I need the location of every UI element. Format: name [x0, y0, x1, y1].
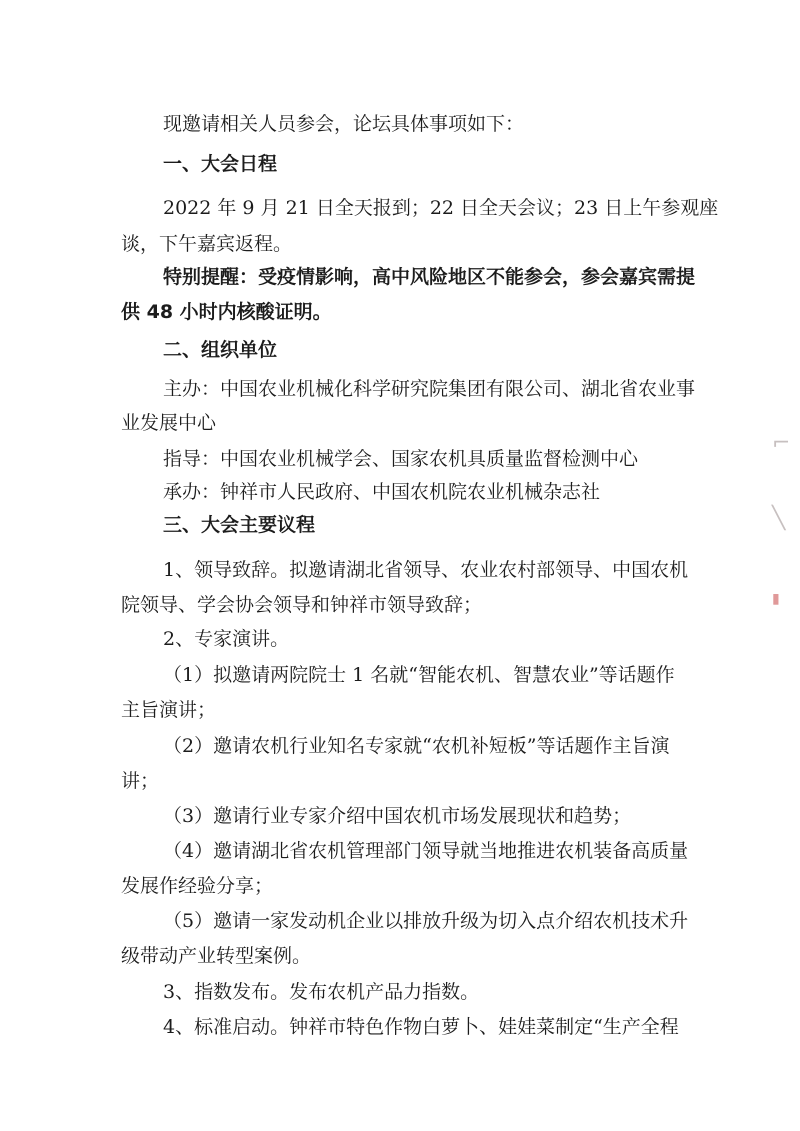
edge-scan-mark: ╲	[772, 506, 786, 531]
notice-line-1: 特别提醒：受疫情影响，高中风险地区不能参会，参会嘉宾需提	[163, 266, 696, 288]
host-line-1: 主办：中国农业机械化科学研究院集团有限公司、湖北省农业事	[163, 378, 696, 400]
schedule-line-2: 谈，下午嘉宾返程。	[121, 233, 293, 255]
guide-line: 指导：中国农业机械学会、国家农机具质量监督检测中心	[163, 448, 639, 470]
notice-line-2: 供 48 小时内核酸证明。	[121, 301, 332, 323]
section3-heading: 三、大会主要议程	[163, 514, 316, 536]
agenda-item1-line-1: 1、领导致辞。拟邀请湖北省领导、农业农村部领导、中国农机	[163, 559, 689, 581]
agenda-sub4-line-1: （4）邀请湖北省农机管理部门领导就当地推进农机装备高质量	[163, 840, 689, 862]
section2-heading: 二、组织单位	[163, 339, 278, 361]
agenda-sub1-line-1: （1）拟邀请两院院士 1 名就“智能农机、智慧农业”等话题作	[163, 664, 675, 686]
host-line-2: 业发展中心	[121, 412, 217, 434]
edge-scan-mark: ⌐	[772, 431, 791, 456]
agenda-item1-line-2: 院领导、学会协会领导和钟祥市领导致辞；	[121, 594, 483, 616]
agenda-sub1-line-2: 主旨演讲；	[121, 699, 217, 721]
agenda-sub4-line-2: 发展作经验分享；	[121, 875, 274, 897]
agenda-item2: 2、专家演讲。	[163, 628, 290, 650]
section1-heading: 一、大会日程	[163, 153, 278, 175]
agenda-item3: 3、指数发布。发布农机产品力指数。	[163, 981, 480, 1003]
agenda-sub2-line-2: 讲；	[121, 770, 160, 792]
edge-scan-mark: ▮	[772, 591, 780, 607]
agenda-sub3: （3）邀请行业专家介绍中国农机市场发展现状和趋势；	[163, 805, 632, 827]
organizer-line: 承办：钟祥市人民政府、中国农机院农业机械杂志社	[163, 481, 601, 503]
agenda-sub5-line-2: 级带动产业转型案例。	[121, 945, 312, 967]
schedule-line-1: 2022 年 9 月 21 日全天报到；22 日全天会议；23 日上午参观座	[163, 197, 719, 219]
agenda-sub5-line-1: （5）邀请一家发动机企业以排放升级为切入点介绍农机技术升	[163, 910, 689, 932]
agenda-item4: 4、标准启动。钟祥市特色作物白萝卜、娃娃菜制定“生产全程	[163, 1016, 679, 1038]
agenda-sub2-line-1: （2）邀请农机行业知名专家就“农机补短板”等话题作主旨演	[163, 735, 670, 757]
intro-line: 现邀请相关人员参会，论坛具体事项如下：	[163, 113, 525, 135]
